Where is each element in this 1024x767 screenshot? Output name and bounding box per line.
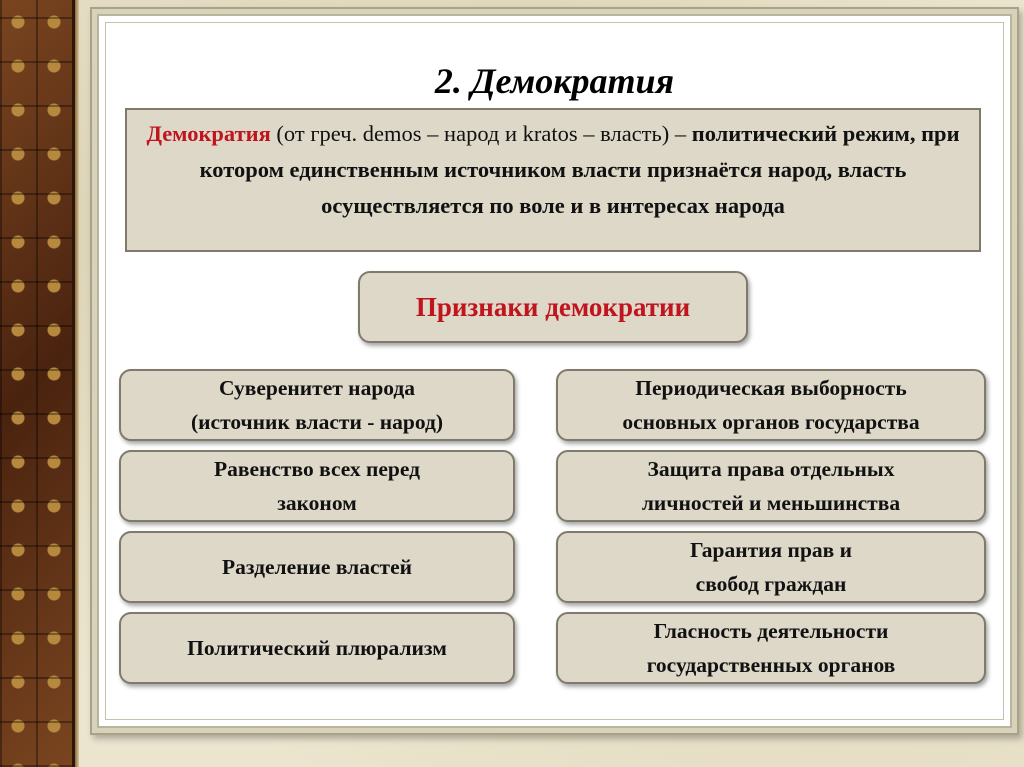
sign-card-label: Равенство всех перед законом	[213, 457, 421, 515]
definition-box	[125, 108, 981, 252]
signs-heading: Признаки демократии	[415, 291, 691, 322]
signs-heading-box	[358, 271, 748, 343]
side-strip-edge	[75, 0, 79, 767]
sign-card-separation-of-powers	[119, 531, 515, 603]
slide-title: 2. Демократия	[434, 61, 675, 101]
sign-card-transparency	[556, 612, 986, 684]
sign-card-pluralism	[119, 612, 515, 684]
sign-card-label: Политический плюрализм	[187, 636, 447, 660]
slide-panel	[97, 14, 1012, 728]
sign-card-label: Защита права отдельных личностей и меньшинства	[641, 457, 901, 515]
sign-card-sovereignty	[119, 369, 515, 441]
sign-card-label: Гарантия прав и свобод граждан	[689, 538, 853, 596]
sign-card-minority-rights	[556, 450, 986, 522]
sign-card-label: Периодическая выборность основных органов государства	[622, 376, 920, 434]
definition-body: политический режим, при котором единственным источником власти признаётся народ, власть осуществляется по воле и в интересах народа	[199, 121, 960, 218]
sign-card-label: Разделение властей	[221, 555, 413, 579]
sign-card-label: Гласность деятельности государственных органов	[646, 619, 896, 677]
definition-etymology: (от греч. demos – народ и kratos – власть) –	[270, 121, 687, 146]
decorative-side-strip	[0, 0, 75, 767]
sign-card-elections	[556, 369, 986, 441]
sign-card-civil-rights	[556, 531, 986, 603]
definition-term: Демократия	[146, 121, 271, 146]
sign-card-label: Суверенитет народа (источник власти - народ)	[190, 376, 444, 434]
sign-card-equality	[119, 450, 515, 522]
